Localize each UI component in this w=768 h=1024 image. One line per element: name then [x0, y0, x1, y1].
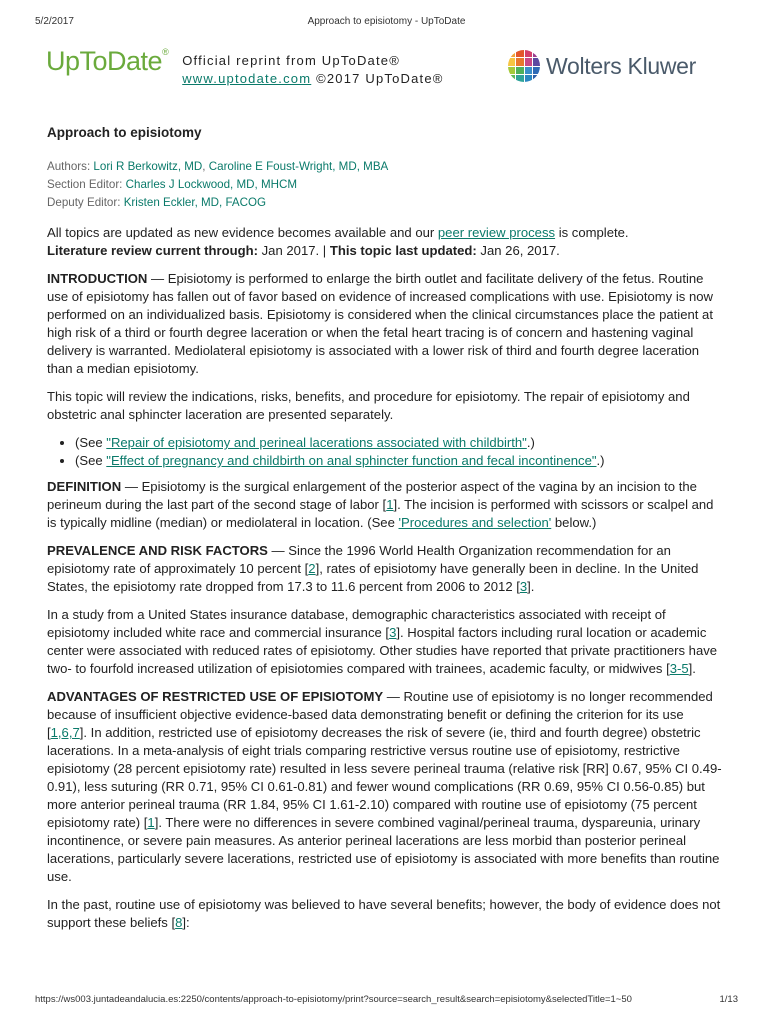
introduction-paragraph: INTRODUCTION — Episiotomy is performed to enlarge the birth outlet and facilitate delivery of the fetus. Routine use of episiotomy has fallen out of favor based on evidence of increased complications with use. Episiotomy is now performed on an individualized basis. Episiotomy is considered when the clinical circumstances place the patient at high risk of a third or fourth degree laceration or when the fetal heart tracing is of concern and hastening vaginal delivery is warranted. Mediolateral episiotomy is associated with a lower risk of third and fourth degree laceration than a median episiotomy.: [47, 271, 713, 376]
uptodate-logo[interactable]: UpToDate®: [46, 46, 169, 76]
definition-paragraph: DEFINITION — Episiotomy is the surgical enlargement of the posterior aspect of the vagina by an incision to the perineum during the last part of the second stage of labor [1]. The incision is performed with scissors or scalpel and is typically midline (median) or mediolateral in location. (See 'Procedures and selection' below.): [47, 479, 714, 530]
page-number: 1/13: [719, 994, 738, 1005]
citation-link[interactable]: 3: [389, 625, 397, 640]
prevalence-paragraph: PREVALENCE AND RISK FACTORS — Since the 1996 World Health Organization recommendation for an episiotomy rate of approximately 10 percent [2], rates of episiotomy have generally been in decline. In the United States, the episiotomy rate dropped from 17.3 to 11.6 percent from 2006 to 2012 [3].: [47, 543, 699, 594]
section-link[interactable]: 'Procedures and selection': [398, 515, 552, 530]
authors-line: Authors: Lori R Berkowitz, MD, Caroline E Foust-Wright, MD, MBA: [47, 160, 389, 173]
print-header: [35, 16, 738, 27]
citation-link[interactable]: 2: [308, 561, 316, 576]
article-title: Approach to episiotomy: [47, 125, 202, 140]
section-heading: DEFINITION: [47, 479, 122, 494]
citation-link[interactable]: 1,6,7: [50, 725, 80, 740]
wolters-kluwer-globe-icon: [508, 50, 540, 82]
advantages-paragraph: ADVANTAGES OF RESTRICTED USE OF EPISIOTOMY — Routine use of episiotomy is no longer recommended because of insufficient objective evidence-based data demonstrating benefit or defining the criterion for its use [1,6,7]. In addition, restricted use of episiotomy decreases the risk of severe (ie, third and fourth degree) obstetric lacerations. In a meta-analysis of eight trials comparing restrictive versus routine use of episiotomy, restrictive episiotomy (28 percent episiotomy rate) resulted in less severe perineal trauma (relative risk [RR] 0.67, 95% CI 0.49-0.91), less suturing (RR 0.71, 95% CI 0.61-0.81) and fewer wound complications (RR 0.69, 95% CI 0.56-0.85) but more anterior perineal trauma (RR 1.84, 95% CI 1.61-2.10) compared with routine use of episiotomy (75 percent episiotomy rate) [1]. There were no differences in severe combined vaginal/perineal trauma, dyspareunia, urinary incontinence, or severe pain measures. As anterior perineal lacerations are less morbid than posterior perineal lacerations, particularly severe lacerations, restricted use of episiotomy is associated with more benefits than routine use.: [47, 689, 722, 884]
section-heading: PREVALENCE AND RISK FACTORS: [47, 543, 268, 558]
deputy-editor-link[interactable]: Kristen Eckler, MD, FACOG: [123, 196, 267, 209]
list-item: • (See "Repair of episiotomy and perineal lacerations associated with childbirth".): [75, 434, 723, 452]
section-editor-link[interactable]: Charles J Lockwood, MD, MHCM: [125, 178, 298, 191]
peer-review-link[interactable]: peer review process: [437, 225, 556, 240]
cross-reference-link[interactable]: "Repair of episiotomy and perineal lacerations associated with childbirth": [106, 435, 527, 450]
list-item: • (See "Effect of pregnancy and childbirth on anal sphincter function and fecal incontinence".): [75, 452, 723, 470]
print-url: https://ws003.juntadeandalucia.es:2250/contents/approach-to-episiotomy/print?source=search_result&search=episiotomy&selectedTitle=1~50: [35, 994, 632, 1005]
update-note: All topics are updated as new evidence becomes available and our peer review process is complete. Literature review current through: Jan 2017. | This topic last updated: Jan 26, 2017.: [47, 225, 629, 258]
author-link[interactable]: Lori R Berkowitz, MD: [93, 160, 203, 173]
see-also-list: [47, 434, 723, 470]
cross-reference-link[interactable]: "Effect of pregnancy and childbirth on anal sphincter function and fecal incontinence": [106, 453, 597, 468]
section-heading: INTRODUCTION: [47, 271, 148, 286]
uptodate-brand: [46, 48, 444, 88]
past-beliefs-paragraph: In the past, routine use of episiotomy was believed to have several benefits; however, the body of evidence does not support these beliefs [8]:: [47, 897, 721, 930]
study-paragraph: In a study from a United States insurance database, demographic characteristics associated with receipt of episiotomy included white race and commercial insurance [3]. Hospital factors including rural location or academic center were associated with reduced rates of episiotomy. Other studies have reported that private practitioners have two- to fourfold increased utilization of episiotomies compared with trainees, academic faculty, or midwives [3-5].: [47, 607, 718, 676]
print-footer: [35, 994, 738, 1005]
author-link[interactable]: Caroline E Foust-Wright, MD, MBA: [208, 160, 389, 173]
print-date: 5/2/2017: [35, 16, 74, 27]
section-heading: ADVANTAGES OF RESTRICTED USE OF EPISIOTOMY: [47, 689, 384, 704]
publisher-name: Wolters Kluwer: [546, 52, 697, 79]
article: [47, 116, 723, 942]
reprint-line: Official reprint from UpToDate®: [182, 53, 400, 68]
review-paragraph: This topic will review the indications, risks, benefits, and procedure for episiotomy. The repair of episiotomy and obstetric anal sphincter laceration are presented separately.: [47, 389, 690, 422]
section-editor-line: Section Editor: Charles J Lockwood, MD, MHCM: [47, 178, 298, 191]
reprint-notice: [182, 52, 443, 88]
deputy-editor-line: Deputy Editor: Kristen Eckler, MD, FACOG: [47, 196, 267, 209]
copyright: ©2017 UpToDate®: [316, 71, 444, 86]
wolters-kluwer-logo: [508, 50, 696, 82]
uptodate-url-link[interactable]: www.uptodate.com: [182, 71, 312, 86]
citation-link[interactable]: 3-5: [669, 661, 689, 676]
citation-link[interactable]: 3: [519, 579, 528, 594]
citation-link[interactable]: 8: [175, 915, 183, 930]
print-title: Approach to episiotomy - UpToDate: [307, 16, 466, 27]
citation-link[interactable]: 1: [386, 497, 394, 512]
citation-link[interactable]: 1: [147, 815, 155, 830]
